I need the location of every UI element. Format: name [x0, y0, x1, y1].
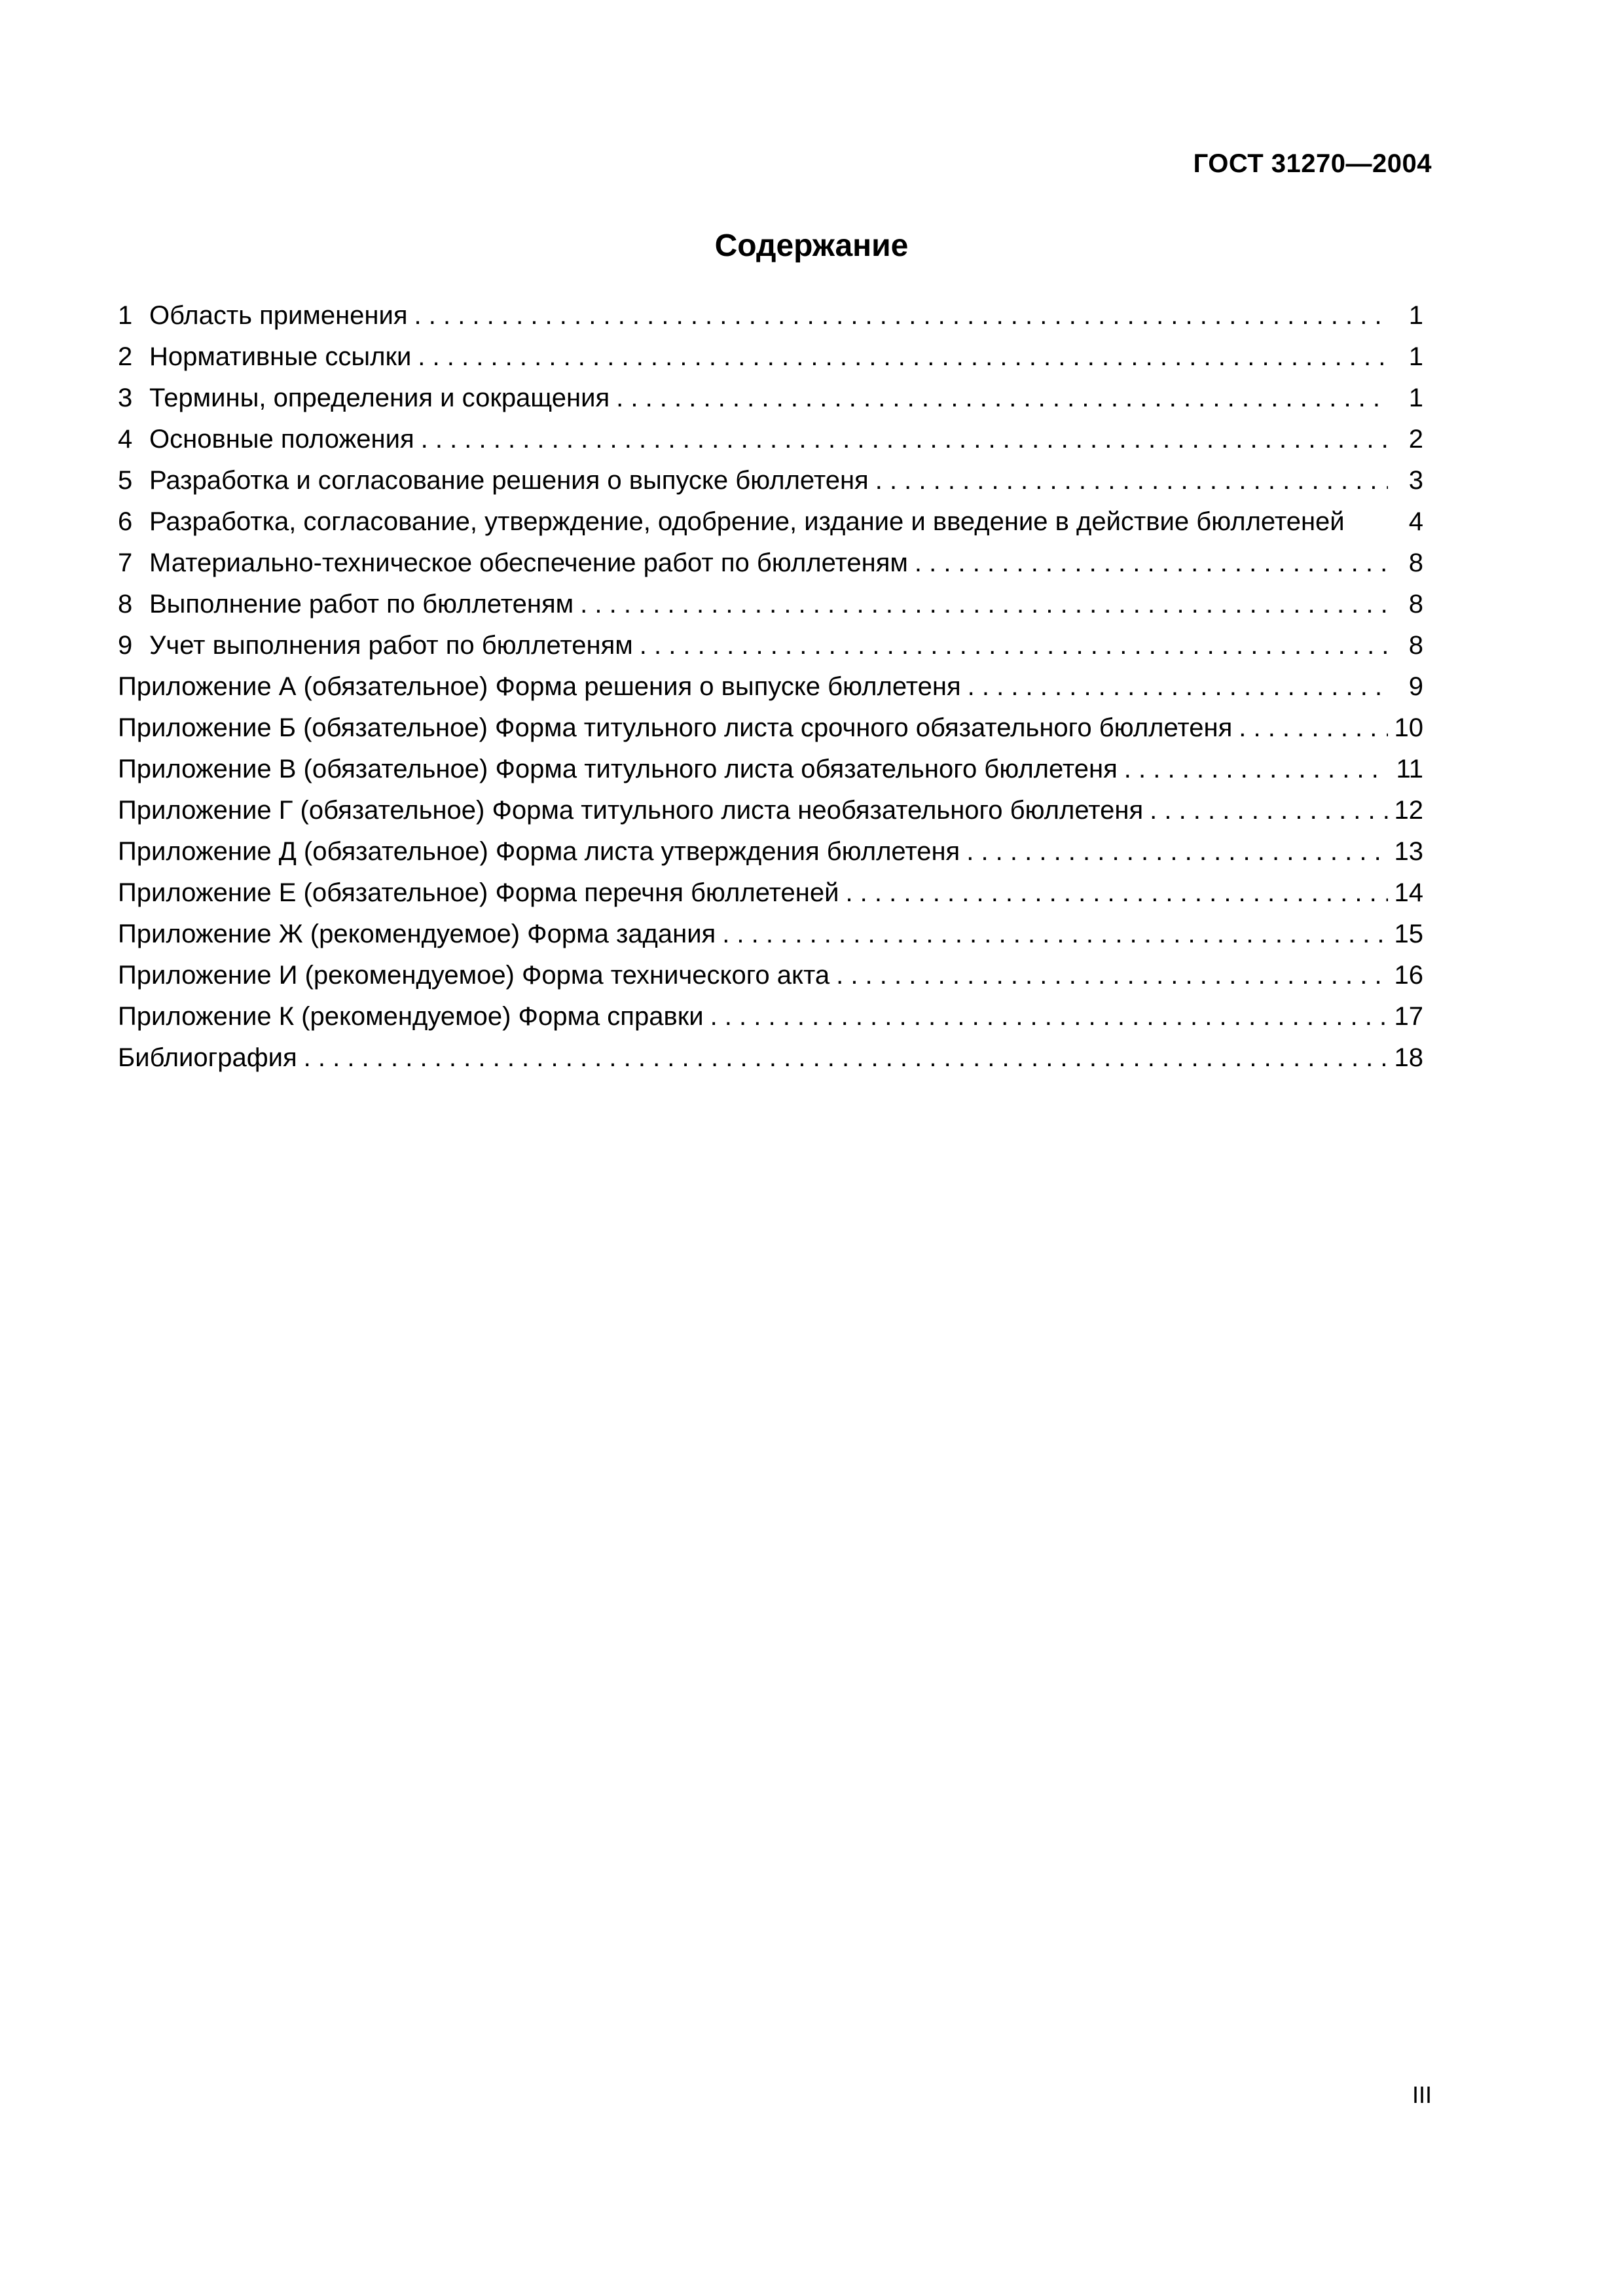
toc-entry-title: Разработка и согласование решения о выпуске бюллетеня — [149, 466, 869, 495]
toc-entry-page: 1 — [1408, 301, 1423, 330]
toc-entry-title: Приложение К (рекомендуемое) Форма справки — [118, 1002, 704, 1031]
toc-entry[interactable] — [118, 588, 1423, 630]
toc-entry-title: Приложение Г (обязательное) Форма титульного листа необязательного бюллетеня — [118, 796, 1144, 825]
toc-entry-page: 13 — [1394, 837, 1423, 866]
dot-leader — [1239, 712, 1387, 744]
dot-leader — [616, 382, 1388, 414]
toc-entry-number: 5 — [118, 466, 133, 495]
toc-entry-page: 18 — [1394, 1043, 1423, 1072]
toc-entry[interactable] — [118, 423, 1423, 465]
toc-entry-page: 10 — [1394, 713, 1423, 742]
toc-entry-page: 17 — [1394, 1002, 1423, 1031]
toc-entry-page: 1 — [1408, 342, 1423, 371]
dot-leader — [966, 836, 1387, 867]
toc-entry[interactable] — [118, 341, 1423, 382]
toc-entry-number: 1 — [118, 301, 133, 330]
toc-entry[interactable] — [118, 795, 1423, 836]
toc-entry-page: 3 — [1408, 466, 1423, 495]
dot-leader — [710, 1001, 1388, 1032]
toc-entry-title: Приложение Е (обязательное) Форма перечня бюллетеней — [118, 878, 839, 907]
toc-entry[interactable] — [118, 547, 1423, 588]
dot-leader — [414, 300, 1388, 331]
toc-entry-page: 11 — [1396, 755, 1423, 783]
toc-entry-title: Приложение В (обязательное) Форма титульного листа обязательного бюллетеня — [118, 755, 1118, 783]
toc-entry-page: 4 — [1408, 507, 1423, 536]
toc-entry[interactable] — [118, 465, 1423, 506]
toc-entry-page: 8 — [1408, 631, 1423, 660]
table-of-contents — [118, 300, 1423, 1083]
toc-entry-number: 4 — [118, 425, 133, 454]
dot-leader — [722, 918, 1387, 950]
dot-leader — [836, 960, 1387, 991]
dot-leader — [421, 423, 1388, 455]
toc-entry[interactable] — [118, 1001, 1423, 1042]
toc-entry[interactable] — [118, 918, 1423, 960]
dot-leader — [845, 877, 1387, 908]
toc-entry[interactable] — [118, 506, 1423, 547]
toc-entry-page: 9 — [1408, 672, 1423, 701]
dot-leader — [875, 465, 1388, 496]
toc-entry-title: Материально-техническое обеспечение работ по бюллетеням — [149, 548, 908, 577]
toc-entry-title: Приложение Д (обязательное) Форма листа утверждения бюллетеня — [118, 837, 960, 866]
dot-leader — [968, 671, 1388, 702]
toc-entry-page: 8 — [1408, 590, 1423, 619]
toc-entry[interactable] — [118, 671, 1423, 712]
page-number: III — [1412, 2081, 1432, 2108]
toc-entry-title: Учет выполнения работ по бюллетеням — [149, 631, 633, 660]
toc-entry[interactable] — [118, 712, 1423, 753]
toc-entry-title: Приложение А (обязательное) Форма решения о выпуске бюллетеня — [118, 672, 961, 701]
toc-entry-title: Библиография — [118, 1043, 297, 1072]
toc-entry[interactable] — [118, 836, 1423, 877]
toc-entry-title: Нормативные ссылки — [149, 342, 412, 371]
dot-leader — [1124, 753, 1388, 785]
toc-entry-number: 9 — [118, 631, 133, 660]
toc-entry-title: Приложение Ж (рекомендуемое) Форма задания — [118, 920, 716, 948]
toc-entry-page: 15 — [1394, 920, 1423, 948]
toc-entry-page: 14 — [1394, 878, 1423, 907]
toc-entry-title: Разработка, согласование, утверждение, одобрение, издание и введение в действие бюллетеней — [149, 507, 1345, 536]
toc-entry[interactable] — [118, 960, 1423, 1001]
toc-entry-number: 2 — [118, 342, 133, 371]
toc-entry-title: Выполнение работ по бюллетеням — [149, 590, 574, 619]
document-code: ГОСТ 31270—2004 — [1193, 149, 1432, 178]
dot-leader — [1150, 795, 1387, 826]
toc-entry[interactable] — [118, 1042, 1423, 1083]
toc-entry-number: 6 — [118, 507, 133, 536]
toc-entry-title: Приложение И (рекомендуемое) Форма технического акта — [118, 961, 830, 990]
toc-entry[interactable] — [118, 630, 1423, 671]
toc-entry-title: Основные положения — [149, 425, 414, 454]
toc-entry[interactable] — [118, 300, 1423, 341]
toc-entry-title: Приложение Б (обязательное) Форма титульного листа срочного обязательного бюллетеня — [118, 713, 1233, 742]
toc-entry[interactable] — [118, 877, 1423, 918]
dot-leader — [304, 1042, 1388, 1073]
toc-entry-page: 2 — [1408, 425, 1423, 454]
toc-entry-number: 7 — [118, 548, 133, 577]
toc-entry[interactable] — [118, 753, 1423, 795]
dot-leader — [915, 547, 1388, 579]
toc-entry[interactable] — [118, 382, 1423, 423]
dot-leader — [640, 630, 1388, 661]
toc-entry-title: Область применения — [149, 301, 408, 330]
toc-entry-page: 16 — [1394, 961, 1423, 990]
toc-entry-number: 3 — [118, 384, 133, 412]
dot-leader — [418, 341, 1388, 372]
toc-entry-page: 8 — [1408, 548, 1423, 577]
toc-title: Содержание — [714, 228, 909, 263]
toc-entry-number: 8 — [118, 590, 133, 619]
dot-leader — [580, 588, 1388, 620]
toc-entry-page: 12 — [1394, 796, 1423, 825]
toc-entry-title: Термины, определения и сокращения — [149, 384, 610, 412]
toc-entry-page: 1 — [1408, 384, 1423, 412]
